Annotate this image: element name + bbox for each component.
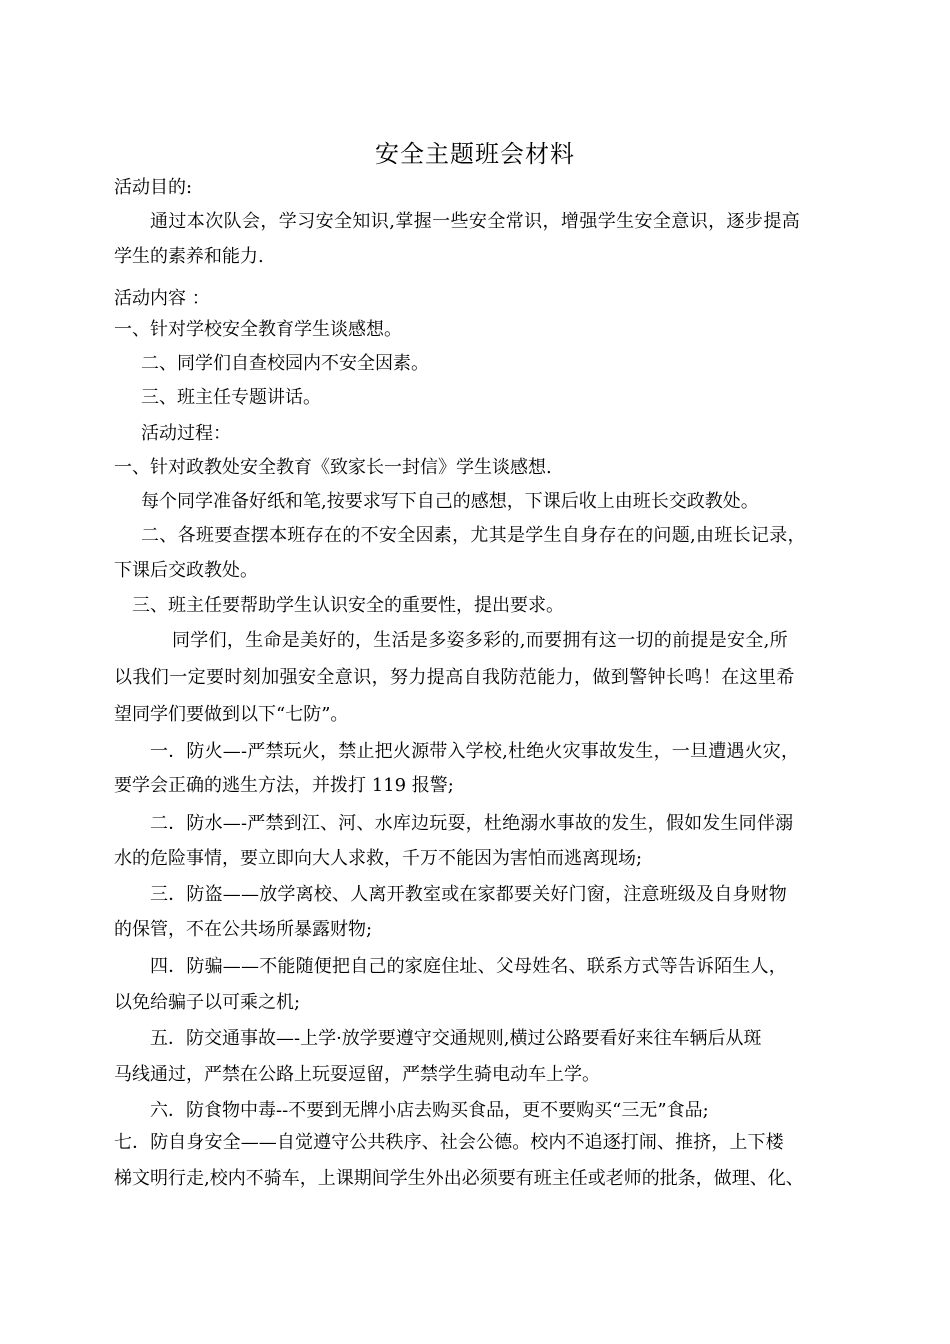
- paragraph-line: 七．防自身安全——自觉遵守公共秩序、社会公德。校内不追逐打闹、推挤，上下楼: [114, 1132, 784, 1153]
- paragraph-line: 以免给骗子以可乘之机;: [114, 992, 301, 1013]
- paragraph-line: 二．防水—-严禁到江、河、水库边玩耍，杜绝溺水事故的发生，假如发生同伴溺: [150, 813, 794, 834]
- paragraph-line: 梯文明行走,校内不骑车，上课期间学生外出必须要有班主任或老师的批条，做理、化、: [114, 1168, 804, 1189]
- paragraph-line: 二、同学们自查校园内不安全因素。: [141, 353, 429, 374]
- paragraph-line: 马线通过，严禁在公路上玩耍逗留，严禁学生骑电动车上学。: [114, 1064, 600, 1085]
- paragraph-line: 活动目的:: [114, 177, 193, 198]
- paragraph-line: 每个同学准备好纸和笔,按要求写下自己的感想，下课后收上由班长交政教处。: [141, 491, 759, 512]
- paragraph-line: 要学会正确的逃生方法，并拨打 119 报警;: [114, 775, 454, 796]
- paragraph-line: 二、各班要查摆本班存在的不安全因素，尤其是学生自身存在的问题,由班长记录，: [141, 525, 806, 546]
- paragraph-line: 望同学们要做到以下“七防”。: [114, 704, 349, 725]
- paragraph-line: 活动内容 ：: [114, 288, 210, 309]
- paragraph-line: 一、针对学校安全教育学生谈感想。: [114, 319, 402, 340]
- paragraph-line: 下课后交政教处。: [114, 560, 258, 581]
- paragraph-line: 活动过程：: [141, 423, 231, 444]
- document-title: 安全主题班会材料: [375, 140, 575, 168]
- paragraph-line: 的保管，不在公共场所暴露财物;: [114, 919, 373, 940]
- paragraph-line: 三、班主任要帮助学生认识安全的重要性，提出要求。: [132, 595, 564, 616]
- paragraph-line: 水的危险事情，要立即向大人求救，千万不能因为害怕而逃离现场;: [114, 848, 643, 869]
- paragraph-line: 五．防交通事故—-上学·放学要遵守交通规则,横过公路要看好来往车辆后从斑: [150, 1028, 762, 1049]
- paragraph-line: 三、班主任专题讲话。: [141, 387, 321, 408]
- paragraph-line: 通过本次队会，学习安全知识,掌握一些安全常识，增强学生安全意识，逐步提高: [150, 211, 801, 232]
- paragraph-line: 三．防盗——放学离校、人离开教室或在家都要关好门窗，注意班级及自身财物: [150, 884, 787, 905]
- paragraph-line: 一．防火—-严禁玩火，禁止把火源带入学校,杜绝火灾事故发生，一旦遭遇火灾，: [150, 741, 800, 762]
- paragraph-line: 一、针对政教处安全教育《致家长一封信》学生谈感想.: [114, 457, 552, 478]
- paragraph-line: 四．防骗——不能随便把自己的家庭住址、父母姓名、联系方式等告诉陌生人，: [150, 956, 787, 977]
- paragraph-line: 六．防食物中毒--不要到无牌小店去购买食品，更不要购买“三无”食品;: [150, 1100, 709, 1121]
- paragraph-line: 学生的素养和能力.: [114, 246, 264, 267]
- paragraph-line: 以我们一定要时刻加强安全意识，努力提高自我防范能力，做到警钟长鸣！在这里希: [114, 667, 795, 688]
- paragraph-line: 同学们，生命是美好的，生活是多姿多彩的,而要拥有这一切的前提是安全,所: [172, 630, 788, 651]
